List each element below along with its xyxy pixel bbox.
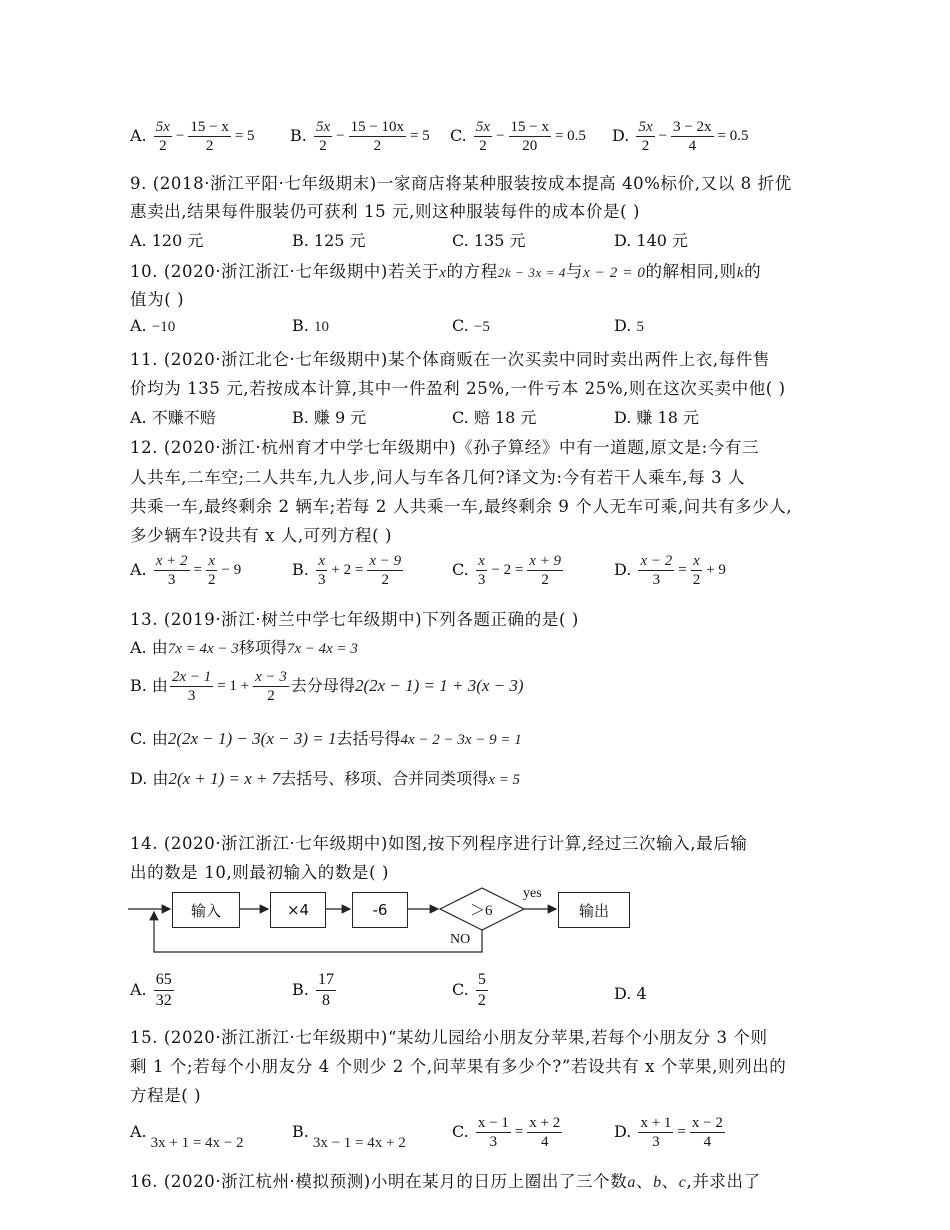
q15-option-a: A.3x + 1 = 4x − 2 [130,1122,244,1151]
q13-option-c: C. 由2(2x − 1) − 3(x − 3) = 1去括号得4x − 2 − 3x − 9 = 1 [130,729,522,748]
q14-text-line2: 出的数是 10,则最初输入的数是( ) [130,863,390,882]
flow-condition-label: ＞6 [470,903,493,919]
q10-option-a: A. −10 [130,316,176,335]
q12-option-c: C. $\frac{x}{3}$ − 2 = $\frac{x + 9}{2}$ [452,553,562,588]
flow-yes-label: yes [523,886,542,901]
q11-text-line1: 11. (2020·浙江北仑·七年级期中)某个体商贩在一次买卖中同时卖出两件上衣,每件售 [130,350,770,369]
flow-output-box: 输出 [558,892,630,928]
q14-text-line1: 14. (2020·浙江浙江·七年级期中)如图,按下列程序进行计算,经过三次输入,最后输 [130,834,748,853]
q12-option-a: A. $\frac{x + 2}{3}$ = $\frac{x}{2}$ − 9 [130,553,242,588]
q15-option-b: B.3x − 1 = 4x + 2 [292,1122,406,1151]
q12-option-d: D. $\frac{x - 2}{3}$ = $\frac{x}{2}$ + 9 [614,553,726,588]
q14-option-b: B. $\frac{17}{8}$ [292,971,334,1009]
q12-text-line4: 多少辆车?设共有 x 人,可列方程( ) [130,526,393,545]
q13-option-b: B. 由 $\frac{2x - 1}{3}$ = 1 + $\frac{x - 3}{2}$ 去分母得2(2x − 1) = 1 + 3(x − 3) [130,669,524,704]
q12-option-b: B. $\frac{x}{3}$ + 2 = $\frac{x - 9}{2}$ [292,553,402,588]
q9-option-d: D. 140 元 [614,231,689,250]
q8-option-d: D. $\frac{5x}{2}$ − $\frac{3 - 2x}{4}$ = 0.5 [612,119,749,154]
q13-option-d: D. 由2(x + 1) = x + 7去括号、移项、合并同类项得x = 5 [130,769,521,788]
q16-text-line1: 16. (2020·浙江杭州·模拟预测)小明在某月的日历上圈出了三个数a、b、c,并求出了 [130,1172,761,1191]
q8-option-c: C. $\frac{5x}{2}$ − $\frac{15 - x}{20}$ = 0.5 [450,119,586,154]
q9-option-a: A. 120 元 [130,231,204,250]
q12-text-line2: 人共车,二车空;二人共车,九人步,问人与车各几何?译文为:今有若干人乘车,每 3 人 [130,468,746,487]
q11-option-d: D. 赚 18 元 [614,408,699,427]
q8-option-a: A. $\frac{5x}{2}$ − $\frac{15 - x}{2}$ = 5 [130,119,255,154]
q12-text-line1: 12. (2020·浙江·杭州育才中学七年级期中)《孙子算经》中有一道题,原文是:今有三 [130,438,760,457]
flow-multiply-box: ×4 [270,892,326,928]
q8-option-b: B. $\frac{5x}{2}$ − $\frac{15 - 10x}{2}$ = 5 [290,119,430,154]
q11-text-line2: 价均为 135 元,若按成本计算,其中一件盈利 25%,一件亏本 25%,则在这次买卖中他( ) [130,379,786,398]
q11-option-a: A. 不赚不赔 [130,408,216,427]
q15-text-line3: 方程是( ) [130,1086,202,1105]
q9-text-line2: 惠卖出,结果每件服装仍可获利 15 元,则这种服装每件的成本价是( ) [130,202,641,221]
flow-no-label: NO [450,932,471,947]
q9-option-b: B. 125 元 [292,231,366,250]
q14-option-a: A. $\frac{65}{32}$ [130,971,172,1009]
q15-text-line1: 15. (2020·浙江浙江·七年级期中)“某幼儿园给小朋友分苹果,若每个小朋友分 3 个则 [130,1028,768,1047]
flow-subtract-box: -6 [352,892,408,928]
q10-text-line1: 10. (2020·浙江浙江·七年级期中)若关于x的方程2k − 3x = 4与x − 2 = 0的解相同,则k的 [130,262,762,281]
q14-option-d: D. 4 [614,984,647,1003]
q9-text-line1: 9. (2018·浙江平阳·七年级期末)一家商店将某种服装按成本提高 40%标价,又以 8 折优 [130,174,792,193]
q9-option-c: C. 135 元 [452,231,526,250]
q14-option-c: C. $\frac{5}{2}$ [452,971,486,1009]
q13-text-line1: 13. (2019·浙江·树兰中学七年级期中)下列各题正确的是( ) [130,610,579,629]
q11-option-b: B. 赚 9 元 [292,408,367,427]
flow-input-box: 输入 [172,892,240,928]
q15-option-d: D. $\frac{x + 1}{3}$ = $\frac{x - 2}{4}$ [614,1115,723,1150]
q12-text-line3: 共乘一车,最终剩余 2 辆车;若每 2 人共乘一车,最终剩余 9 个人无车可乘,问共有多少人, [130,497,793,516]
q13-option-a: A. 由7x = 4x − 3移项得7x − 4x = 3 [130,638,358,657]
q10-option-c: C. −5 [452,316,490,335]
q11-option-c: C. 赔 18 元 [452,408,537,427]
q10-option-d: D. 5 [614,316,644,335]
q10-option-b: B. 10 [292,316,329,335]
q14-flowchart [128,882,648,958]
q15-text-line2: 剩 1 个;若每个小朋友分 4 个则少 2 个,问苹果有多少个?”若设共有 x 个苹果,则列出的 [130,1057,787,1076]
q15-option-c: C. $\frac{x - 1}{3}$ = $\frac{x + 2}{4}$ [452,1115,561,1150]
q10-text-line2: 值为( ) [130,290,185,309]
